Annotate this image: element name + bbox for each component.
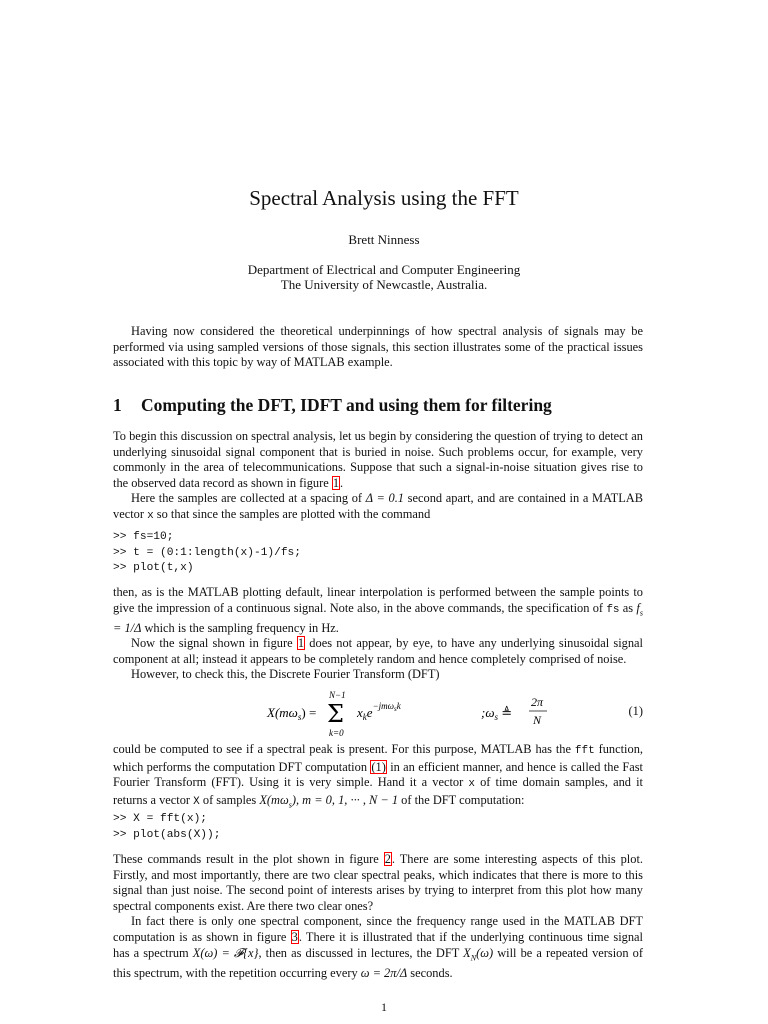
math-inline: $X(m\omega_s)$, m = 0, 1, ··· , N − 1 xyxy=(259,792,399,810)
text-run: , then as discussed in lectures, the DFT xyxy=(258,945,464,960)
section-heading xyxy=(113,395,552,416)
affiliation-department: Department of Electrical and Computer Engineering xyxy=(247,262,521,277)
author-name: Brett Ninness xyxy=(348,232,420,247)
inline-code: X xyxy=(193,795,200,808)
text-run: will be a repeated version of this spectrum, with the repetition occurring every xyxy=(113,945,643,980)
text-run: so that since the samples are plotted with the command xyxy=(153,506,431,521)
equation-dft xyxy=(113,688,643,738)
section-body-fft xyxy=(113,742,643,813)
paragraph-intro xyxy=(113,429,643,491)
math-inline: $X_N(\omega)$ xyxy=(463,945,494,963)
section-body-middle xyxy=(113,585,643,683)
inline-code: fs xyxy=(606,603,620,616)
code-line: >> t = (0:1:length(x)-1)/fs; xyxy=(113,546,301,559)
text-run: could be computed to see if a spectral peak is present. For this purpose, MATLAB has the xyxy=(113,742,575,756)
paragraph-dft-intro: However, to check this, the Discrete Fourier Transform (DFT) xyxy=(131,667,440,682)
figure-ref-link[interactable]: 1 xyxy=(297,636,305,651)
paper-title: Spectral Analysis using the FFT xyxy=(249,186,519,210)
text-run: . There it is illustrated that if the underlying continuous time signal has a spectrum xyxy=(113,929,643,960)
text-run: which is the sampling frequency in Hz. xyxy=(141,620,339,635)
paragraph-intro-text: To begin this discussion on spectral analysis, let us begin by considering the question of trying to detect an underlying sinusoidal signal component that is buried in noise. Such problems occur, for example, very commonly in the area of telecommunications. Suppose that such a signal-in-noise situation gives rise to the observed data record as shown in figure xyxy=(113,429,643,490)
page-number: 1 xyxy=(381,1000,387,1014)
text-run: of the DFT computation: xyxy=(398,792,525,807)
text-run: then, as is the MATLAB plotting default, linear interpolation is performed between the sample points to give the impression of a continuous signal. Note also, in the above commands, the specification of xyxy=(113,585,643,615)
affiliation xyxy=(0,262,768,292)
text-run: seconds. xyxy=(407,965,453,980)
text-run: Now the signal shown in figure xyxy=(131,636,297,651)
text-run: Here the samples are collected at a spacing of xyxy=(131,491,366,506)
figure-ref-link[interactable]: 2 xyxy=(384,852,391,866)
affiliation-university: The University of Newcastle, Australia. xyxy=(280,277,488,292)
inline-code: fft xyxy=(574,745,595,757)
text-run: function, which performs the computation DFT computation xyxy=(113,742,643,774)
text-run: does not appear, by eye, to have any underlying sinusoidal signal component at all; instead it appears to be completely random and hence completely comprised of noise. xyxy=(113,636,643,666)
equation-number: (1) xyxy=(628,704,643,718)
code-line: >> X = fft(x); xyxy=(113,813,207,825)
code-line: >> plot(t,x) xyxy=(113,562,194,574)
figure-ref-link[interactable]: 3 xyxy=(291,929,298,944)
math-inline: Δ = 0.1 xyxy=(365,491,404,506)
code-block-fft xyxy=(113,812,220,843)
math-inline: $f_s = 1/\Delta$ xyxy=(113,600,643,635)
math-inline: ω = 2π/Δ xyxy=(360,965,408,980)
text-run: as xyxy=(619,600,637,615)
eq-omega-def: $;\omega_s$ ≜ xyxy=(481,705,513,722)
section-body-bottom xyxy=(113,852,643,981)
code-line: >> plot(abs(X)); xyxy=(113,828,221,841)
eq-sum-upper: N−1 xyxy=(329,690,346,700)
equation-ref-link[interactable]: (1) xyxy=(371,759,386,774)
paragraph-repetition xyxy=(113,914,643,981)
text-run: These commands result in the plot shown in figure xyxy=(113,852,384,866)
text-run: of time domain samples, and it returns a vector xyxy=(113,775,643,807)
eq-term: $x_ke^{-jm\omega}sk$ xyxy=(357,701,401,722)
code-line: >> fs=10; xyxy=(113,531,174,543)
code-block-plot xyxy=(113,530,301,577)
abstract-paragraph: Having now considered the theoretical underpinnings of how spectral analysis of signals may be performed via using sampled versions of those signals, this section illustrates some of the practical issues associated with this topic by way of MATLAB example. xyxy=(113,324,643,370)
paragraph-sampling xyxy=(113,491,643,524)
math-inline: X(ω) = 𝓕{x} xyxy=(192,945,259,960)
text-run: of samples xyxy=(199,792,260,807)
text-run: second apart, and are contained in a MATLAB vector xyxy=(113,491,643,521)
inline-code: x xyxy=(147,509,154,522)
paragraph-noise xyxy=(113,636,643,667)
section-number: 1 xyxy=(113,395,122,415)
eq-sum-symbol: Σ xyxy=(327,700,344,728)
text-run: . There are some interesting aspects of this plot. Firstly, and most importantly, there are two clear spectral peaks, which indicates that there is more to this signal than just noise. The second point of interests arises by trying to interpret from this plot how many spectral components exist. Are there two clear ones? xyxy=(113,852,643,913)
eq-sum-lower: k=0 xyxy=(329,728,344,738)
inline-code: x xyxy=(468,778,475,791)
eq-frac-denominator: N xyxy=(533,713,542,727)
section-title: Computing the DFT, IDFT and using them for filtering xyxy=(141,395,552,415)
eq-frac-numerator: 2π xyxy=(531,695,544,709)
figure-ref-link[interactable]: 1 xyxy=(332,475,340,490)
paragraph-fft xyxy=(113,742,643,813)
eq-lhs: $X(m\omega_s)$ = xyxy=(267,705,317,722)
equation-graphic xyxy=(263,688,663,738)
paragraph-intro-end: . xyxy=(340,475,344,490)
section-body-top xyxy=(113,429,643,525)
text-run: in an efficient manner, and hence is called the Fast Fourier Transform (FFT). Using it is very simple. Hand it a vector xyxy=(113,759,643,790)
text-run: In fact there is only one spectral component, since the frequency range used in the MATLAB DFT computation is as shown in figure xyxy=(113,914,643,944)
paragraph-interpolation xyxy=(113,585,643,636)
paragraph-peaks xyxy=(113,852,643,914)
